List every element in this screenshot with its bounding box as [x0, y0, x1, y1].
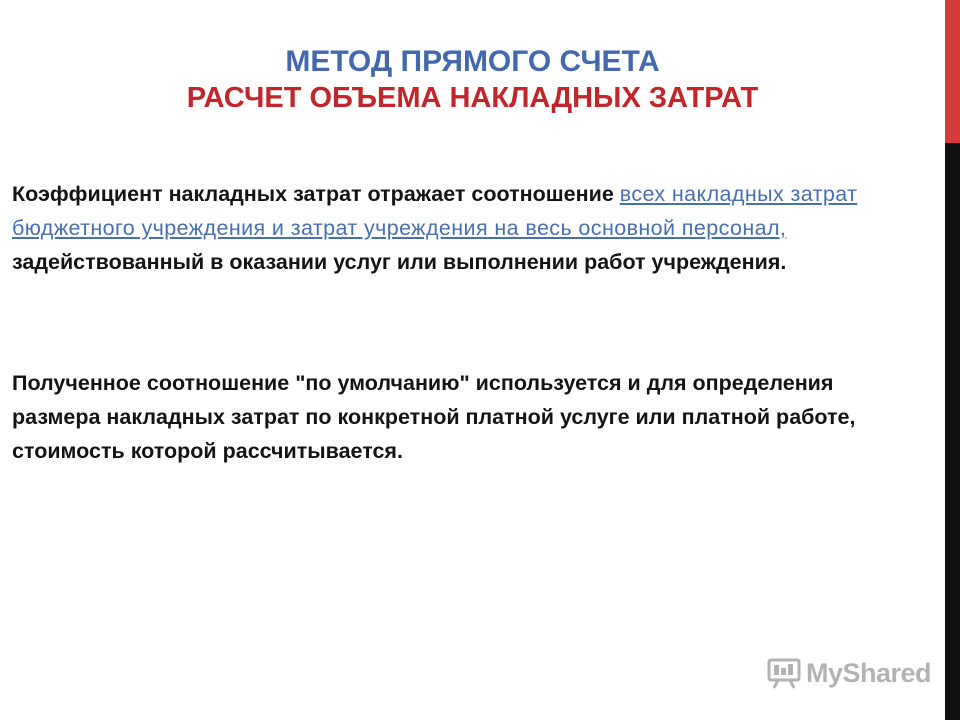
paragraph-1-text-before: Коэффициент накладных затрат отражает соотношение [12, 182, 620, 206]
right-edge-red-accent [945, 0, 960, 143]
paragraph-1-text-after: задействованный в оказании услуг или выполнении работ учреждения. [12, 250, 787, 274]
title-line-1: МЕТОД ПРЯМОГО СЧЕТА [285, 45, 660, 78]
presentation-screen-icon [766, 656, 802, 690]
myshared-watermark [766, 656, 931, 690]
paragraph-coefficient [12, 177, 917, 279]
paragraph-default-ratio: Полученное соотношение "по умолчанию" используется и для определения размера накладных затрат по конкретной платной услуге или платной работе, стоимость которой рассчитывается. [12, 371, 856, 463]
slide-title [0, 44, 945, 116]
watermark-text: MyShared [806, 657, 932, 688]
title-line-2: РАСЧЕТ ОБЪЕМА НАКЛАДНЫХ ЗАТРАТ [186, 82, 759, 114]
overhead-costs-link[interactable]: всех накладных затрат бюджетного учреждения и затрат учреждения на весь основной персонал, [12, 182, 858, 240]
